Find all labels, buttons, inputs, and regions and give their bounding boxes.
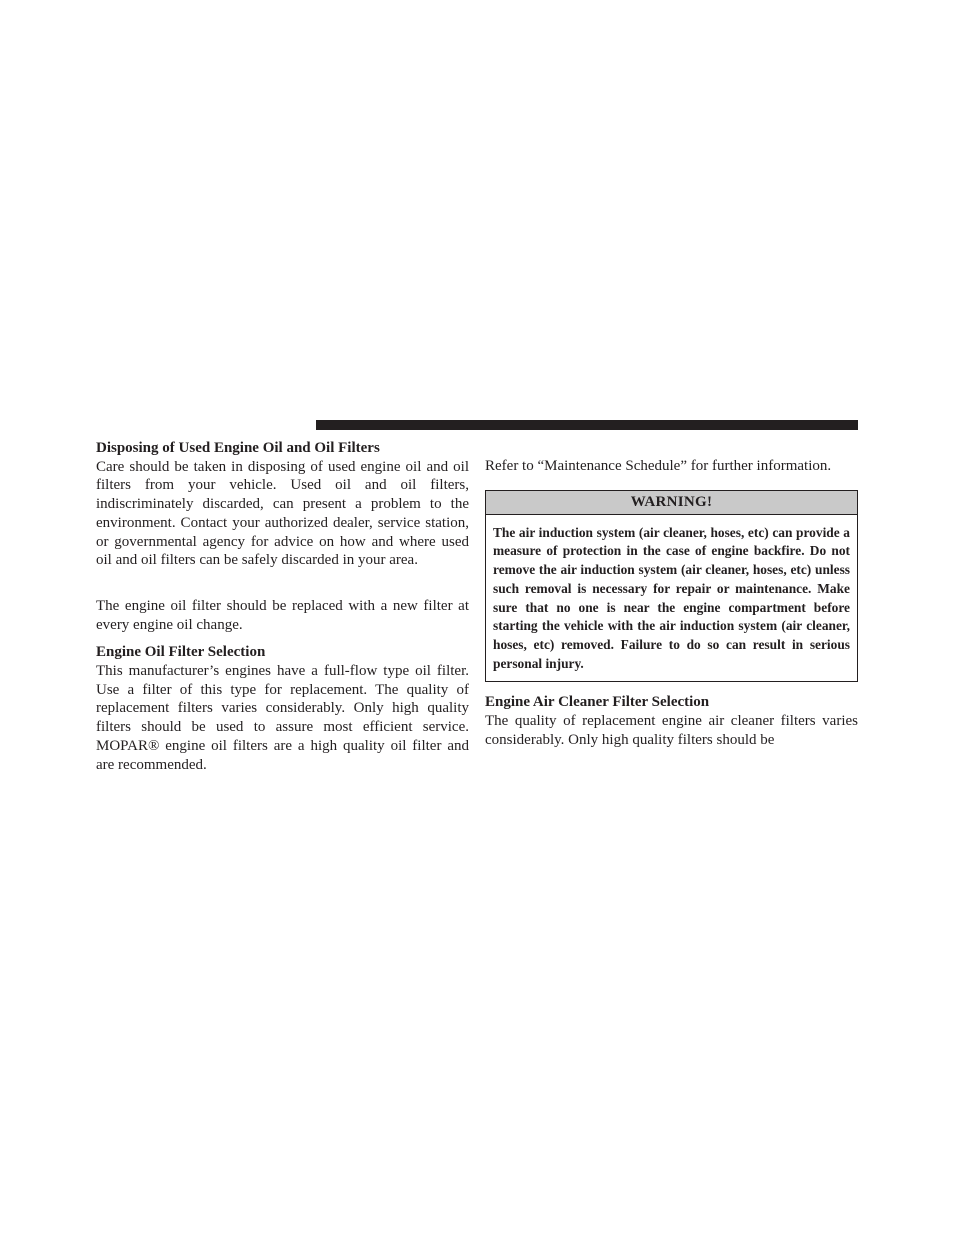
section-header-bar [316, 420, 858, 430]
warning-title: WARNING! [486, 491, 857, 515]
paragraph-disposing-oil: Care should be taken in disposing of used engine oil and oil filters from your vehicle. Used oil and oil filters, indiscriminately discarded, can present a problem to the environment. Contact your authorized dealer, service station, or governmental agency for advice on how and where used oil and oil filters can be safely discarded in your area. [96, 458, 469, 569]
warning-body: The air induction system (air cleaner, hoses, etc) can provide a measure of protection in the case of engine backfire. Do not remove the air induction system (air cleaner, hoses, etc) unless such removal is necessary for repair or maintenance. Make sure that no one is near the engine compartment before starting the vehicle with the air induction system (air cleaner, hoses, etc) removed. Failure to do so can result in serious personal injury. [493, 524, 850, 671]
paragraph-oil-filter-selection: This manufacturer’s engines have a full-flow type oil filter. Use a filter of this type for replacement. The quality of replacement filters varies considerably. Only high quality filters should be used to assure most efficient service. MOPAR® engine oil filters are a high quality oil filter and are recommended. [96, 663, 469, 773]
heading-disposing-oil: Disposing of Used Engine Oil and Oil Filters [96, 440, 380, 456]
paragraph-maintenance-reference: Refer to “Maintenance Schedule” for further information. [485, 458, 832, 474]
warning-box [485, 490, 858, 683]
right-column [485, 438, 858, 749]
heading-oil-filter-selection: Engine Oil Filter Selection [96, 644, 266, 661]
left-column [96, 438, 469, 774]
paragraph-air-cleaner-selection: The quality of replacement engine air cleaner filters varies considerably. Only high quality filters should be [485, 713, 858, 748]
paragraph-oil-filter-replacement: The engine oil filter should be replaced with a new filter at every engine oil change. [96, 597, 469, 633]
heading-air-cleaner-selection: Engine Air Cleaner Filter Selection [485, 694, 710, 711]
